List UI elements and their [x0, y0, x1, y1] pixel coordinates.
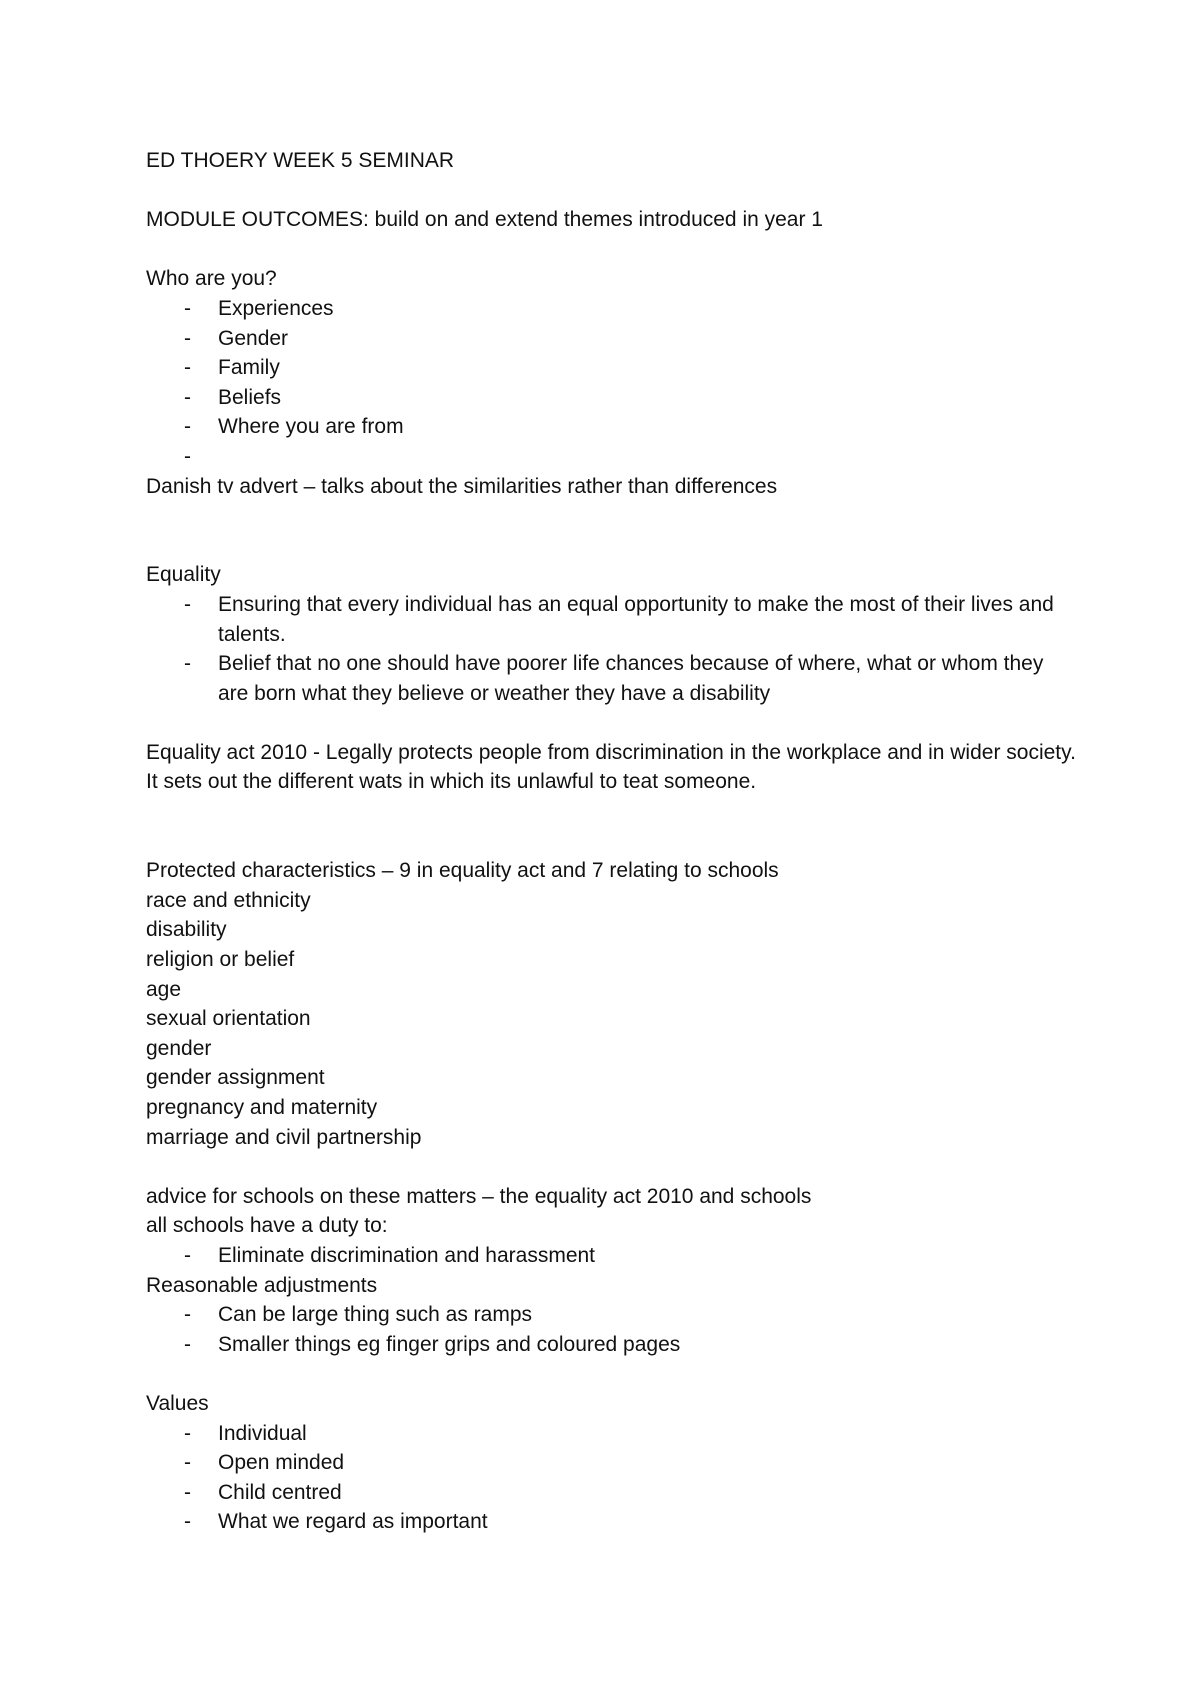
bullet-dash: - [184, 1480, 191, 1504]
bullet-dash: - [184, 1243, 191, 1267]
blank-line [146, 176, 1076, 206]
document-body [146, 146, 1076, 1537]
list-item [146, 412, 1076, 442]
list-item-text: Experiences [218, 296, 334, 320]
list-item [146, 324, 1076, 354]
bullet-dash: - [184, 652, 191, 676]
duty-line: all schools have a duty to: [146, 1214, 388, 1238]
list-item-text: Smaller things eg finger grips and coloured pages [218, 1332, 681, 1356]
protected-item: age [146, 977, 182, 1001]
list-item-text: Can be large thing such as ramps [218, 1303, 533, 1327]
list-item [146, 649, 1076, 708]
danish-advert-note: Danish tv advert – talks about the similarities rather than differences [146, 474, 778, 498]
equality-heading: Equality [146, 563, 221, 587]
protected-item: sexual orientation [146, 1007, 311, 1031]
list-item [146, 1507, 1076, 1537]
list-item [146, 294, 1076, 324]
protected-item: gender assignment [146, 1066, 325, 1090]
list-item-text: Beliefs [218, 385, 282, 409]
list-item-text: What we regard as important [218, 1510, 488, 1534]
protected-item: pregnancy and maternity [146, 1096, 378, 1119]
bullet-dash: - [184, 1332, 191, 1356]
list-item-text: Eliminate discrimination and harassment [218, 1243, 596, 1267]
document-title: ED THOERY WEEK 5 SEMINAR [146, 149, 455, 172]
values-heading: Values [146, 1391, 209, 1415]
list-item [146, 1330, 1076, 1360]
bullet-dash: - [184, 356, 191, 380]
list-item [146, 1448, 1076, 1478]
list-item [146, 383, 1076, 413]
who-heading: Who are you? [146, 267, 277, 291]
list-item-text: Ensuring that every individual has an equal opportunity to make the most of their lives and talents. [218, 592, 1054, 646]
list-item [146, 1478, 1076, 1508]
module-outcomes: MODULE OUTCOMES: build on and extend themes introduced in year 1 [146, 208, 823, 232]
list-item [146, 1241, 1076, 1271]
list-item [146, 353, 1076, 383]
bullet-dash: - [184, 1451, 191, 1475]
list-item [146, 442, 1076, 472]
bullet-dash: - [184, 444, 191, 468]
list-item-text: Open minded [218, 1451, 345, 1475]
blank-line [146, 827, 1076, 857]
protected-item: marriage and civil partnership [146, 1125, 422, 1149]
equality-act-paragraph: Equality act 2010 - Legally protects people from discrimination in the workplace and in wider society. It sets out the different wats in which its unlawful to teat someone. [146, 740, 1076, 794]
bullet-dash: - [184, 296, 191, 320]
list-item [146, 1300, 1076, 1330]
list-item-text [218, 442, 1076, 472]
bullet-dash: - [184, 1421, 191, 1445]
protected-item: gender [146, 1036, 212, 1060]
list-item-text: Family [218, 356, 280, 380]
blank-line [146, 1359, 1076, 1389]
list-item [146, 1419, 1076, 1449]
bullet-dash: - [184, 1303, 191, 1327]
protected-item: disability [146, 918, 227, 942]
adjustments-heading: Reasonable adjustments [146, 1273, 378, 1297]
advice-line: advice for schools on these matters – the equality act 2010 and schools [146, 1184, 812, 1208]
bullet-dash: - [184, 385, 191, 409]
list-item-text: Individual [218, 1421, 307, 1445]
blank-line [146, 531, 1076, 561]
blank-line [146, 501, 1076, 531]
list-item-text: Gender [218, 326, 289, 350]
bullet-dash: - [184, 326, 191, 350]
list-item-text: Child centred [218, 1480, 342, 1504]
protected-item: religion or belief [146, 948, 295, 972]
blank-line [146, 1152, 1076, 1182]
list-item-text: Belief that no one should have poorer life chances because of where, what or whom they are born what they believe or weather they have a disability [218, 652, 1044, 705]
list-item [146, 590, 1076, 649]
blank-line [146, 235, 1076, 265]
blank-line [146, 797, 1076, 827]
bullet-dash: - [184, 592, 191, 616]
protected-heading: Protected characteristics – 9 in equality act and 7 relating to schools [146, 859, 779, 883]
list-item-text: Where you are from [218, 415, 404, 439]
bullet-dash: - [184, 415, 191, 439]
protected-item: race and ethnicity [146, 888, 311, 912]
bullet-dash: - [184, 1510, 191, 1534]
blank-line [146, 708, 1076, 738]
